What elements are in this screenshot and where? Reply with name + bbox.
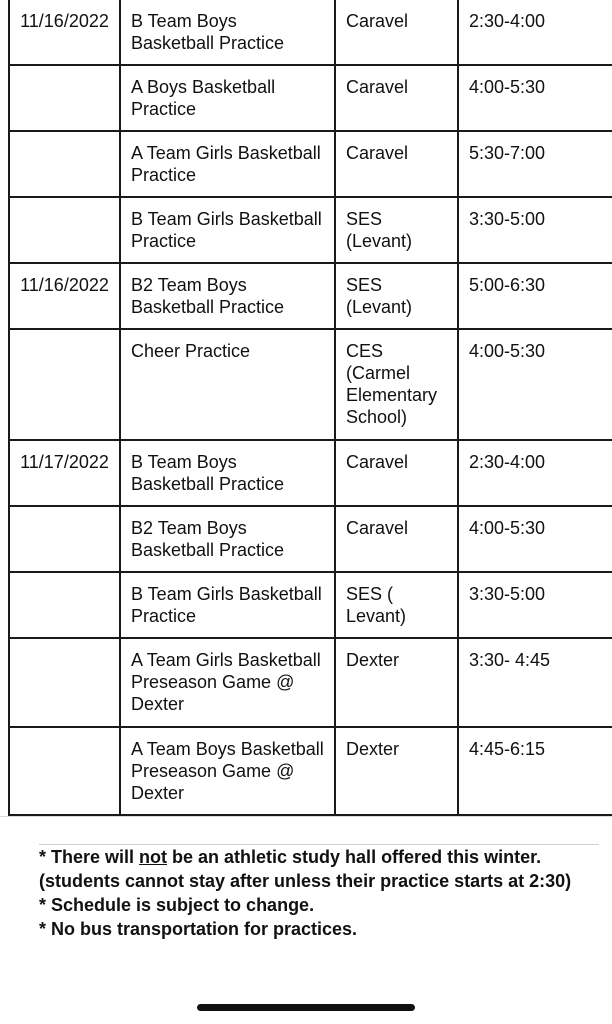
schedule-table <box>8 0 612 816</box>
event-cell: A Team Girls Basketball Practice <box>120 131 335 197</box>
date-cell <box>9 506 120 572</box>
date-cell <box>9 638 120 727</box>
location-cell: Caravel <box>335 0 458 65</box>
event-cell: Cheer Practice <box>120 329 335 440</box>
table-row <box>9 65 612 131</box>
time-cell: 2:30-4:00 <box>458 0 612 65</box>
time-cell: 4:00-5:30 <box>458 329 612 440</box>
location-cell: SES (Levant) <box>335 197 458 263</box>
event-cell: B2 Team Boys Basketball Practice <box>120 263 335 329</box>
date-cell: 11/16/2022 <box>9 0 120 65</box>
time-cell: 4:00-5:30 <box>458 506 612 572</box>
table-row <box>9 0 612 65</box>
table-row <box>9 727 612 815</box>
event-cell: B Team Boys Basketball Practice <box>120 0 335 65</box>
time-cell: 4:00-5:30 <box>458 65 612 131</box>
event-cell: B Team Girls Basketball Practice <box>120 197 335 263</box>
location-cell: SES (Levant) <box>335 263 458 329</box>
location-cell: CES (Carmel Elementary School) <box>335 329 458 440</box>
schedule-change-note: * Schedule is subject to change. <box>39 895 315 915</box>
table-row <box>9 572 612 638</box>
location-cell: Caravel <box>335 65 458 131</box>
study-hall-prefix: * There will <box>39 847 140 867</box>
date-cell <box>9 727 120 815</box>
event-cell: B Team Boys Basketball Practice <box>120 440 335 506</box>
notes-divider <box>0 816 612 817</box>
study-hall-emphasis: not <box>139 847 168 867</box>
notes-section <box>39 844 599 941</box>
date-cell: 11/17/2022 <box>9 440 120 506</box>
location-cell: SES ( Levant) <box>335 572 458 638</box>
date-cell <box>9 65 120 131</box>
event-cell: B Team Girls Basketball Practice <box>120 572 335 638</box>
table-row <box>9 638 612 727</box>
event-cell: B2 Team Boys Basketball Practice <box>120 506 335 572</box>
location-cell: Dexter <box>335 638 458 727</box>
time-cell: 3:30-5:00 <box>458 197 612 263</box>
table-row <box>9 329 612 440</box>
study-hall-note <box>39 845 599 893</box>
time-cell: 5:00-6:30 <box>458 263 612 329</box>
no-bus-note: * No bus transportation for practices. <box>39 919 358 939</box>
date-cell <box>9 131 120 197</box>
time-cell: 4:45-6:15 <box>458 727 612 815</box>
table-row <box>9 131 612 197</box>
table-row <box>9 197 612 263</box>
location-cell: Caravel <box>335 440 458 506</box>
date-cell <box>9 572 120 638</box>
location-cell: Caravel <box>335 506 458 572</box>
event-cell: A Team Boys Basketball Preseason Game @ Dexter <box>120 727 335 815</box>
event-cell: A Team Girls Basketball Preseason Game @ Dexter <box>120 638 335 727</box>
time-cell: 3:30-5:00 <box>458 572 612 638</box>
table-row <box>9 263 612 329</box>
study-hall-suffix: be an athletic study hall offered this winter. (students cannot stay after unless their practice starts at 2:30) <box>39 847 572 891</box>
date-cell <box>9 329 120 440</box>
location-cell: Caravel <box>335 131 458 197</box>
table-row <box>9 506 612 572</box>
home-indicator[interactable] <box>197 1004 415 1011</box>
date-cell: 11/16/2022 <box>9 263 120 329</box>
time-cell: 5:30-7:00 <box>458 131 612 197</box>
event-cell: A Boys Basketball Practice <box>120 65 335 131</box>
table-row <box>9 440 612 506</box>
time-cell: 3:30- 4:45 <box>458 638 612 727</box>
time-cell: 2:30-4:00 <box>458 440 612 506</box>
location-cell: Dexter <box>335 727 458 815</box>
date-cell <box>9 197 120 263</box>
